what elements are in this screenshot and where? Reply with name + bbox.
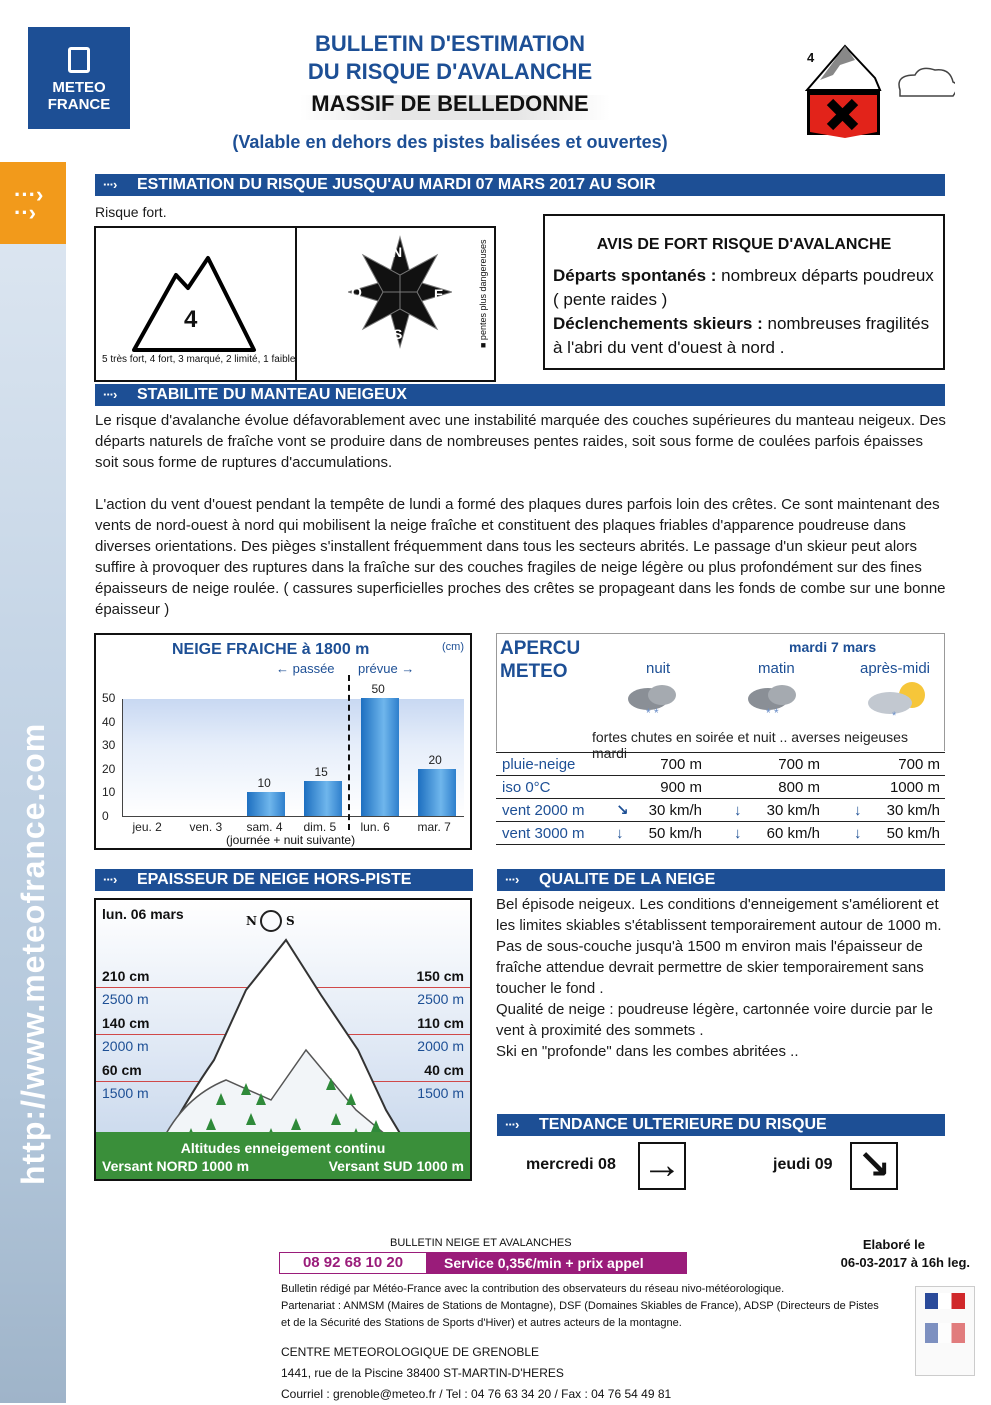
altitude-label: 2500 m <box>417 991 464 1007</box>
massif-name: MASSIF DE BELLEDONNE <box>311 91 589 116</box>
snow-depth-value: 150 cm <box>416 968 464 984</box>
trend-arrow-right-icon: → <box>638 1142 686 1190</box>
x-tick-label: mar. 7 <box>417 820 451 834</box>
sidebar-orange-tab <box>0 162 66 244</box>
arrow-dots-icon: ···› ··› <box>14 182 44 225</box>
bar-5 <box>418 769 456 816</box>
logo-text-2: FRANCE <box>47 96 111 113</box>
arrow-dots-icon: ···› <box>103 387 117 402</box>
weather-row <box>496 753 945 776</box>
altitude-label: 2000 m <box>417 1038 464 1054</box>
past-forecast-divider <box>348 675 350 830</box>
avis-line1: nombreux départs poudreux ( pente raides ) <box>553 266 934 309</box>
trend-day-2: jeudi 09 <box>773 1156 833 1173</box>
versant-nord: Versant NORD 1000 m <box>102 1158 250 1174</box>
arrow-dots-icon: ···› <box>505 872 519 887</box>
compass-n: N <box>392 244 403 260</box>
period-apres-midi: après-midi <box>860 660 931 677</box>
mountain-icon <box>126 250 266 360</box>
x-tick-label: sam. 4 <box>246 820 283 834</box>
avis-box <box>543 214 945 370</box>
validity-note: (Valable en dehors des pistes balisées et ouvertes) <box>232 132 668 152</box>
y-tick-label: 10 <box>102 785 116 800</box>
weather-row <box>496 822 945 845</box>
chart-unit: (cm) <box>442 641 464 653</box>
past-label: ← passée <box>276 661 335 676</box>
svg-text:* *: * * <box>766 706 779 720</box>
sun-cloud-snow-icon <box>864 677 936 721</box>
compass-e: E <box>434 286 444 302</box>
risk-summary: Risque fort. <box>95 204 167 220</box>
weather-date: mardi 7 mars <box>789 639 877 655</box>
data-label-4: 50 <box>371 682 385 696</box>
weather-title-2: METEO <box>500 661 568 682</box>
data-label-3: 15 <box>314 764 328 779</box>
made-on <box>780 1236 970 1272</box>
centre-address: 1441, rue de la Piscine 38400 ST-MARTIN-D'HERES <box>281 1366 564 1380</box>
trend-arrow-down-right-icon: ↘ <box>850 1142 898 1190</box>
snow-depth-value: 210 cm <box>102 968 150 984</box>
weather-table <box>496 752 945 845</box>
weather-row-label: vent 2000 m <box>502 802 585 819</box>
weather-description: fortes chutes en soirée et nuit .. averses neigeuses mardi <box>592 729 908 761</box>
wind-arrow-icon: ↓ <box>734 802 742 819</box>
period-matin: matin <box>758 660 795 677</box>
y-tick-label: 0 <box>102 809 109 823</box>
weather-row-value: 50 km/h <box>648 825 702 842</box>
credits-line-2: Partenariat : ANMSM (Maires de Stations de Montagne), DSF (Domaines Skiables de France), ADSP (Directeurs de Pistes et de la Sécurité des Stations de Sports d'Hiver) et autres acteurs de la montagne. <box>281 1300 879 1329</box>
avis-line2: nombreuses fragilités à l'abri du vent d'ouest à nord . <box>553 314 930 357</box>
section-depth-header: ···› EPAISSEUR DE NEIGE HORS-PISTE <box>95 869 473 891</box>
wind-arrow-icon: ↓ <box>854 802 862 819</box>
weather-row-label: vent 3000 m <box>502 825 585 842</box>
section-quality-header: ···› QUALITE DE LA NEIGE <box>497 869 945 891</box>
weather-row-value: 700 m <box>778 756 820 773</box>
slopes-legend: ■ pentes plus dangereuses <box>478 239 488 348</box>
y-tick-label: 40 <box>102 714 116 729</box>
section-stability-header: ···› STABILITE DU MANTEAU NEIGEUX <box>95 384 945 406</box>
compass-o: O <box>351 284 362 300</box>
bar-3 <box>304 781 342 816</box>
section-trend-header: ···› TENDANCE ULTERIEURE DU RISQUE <box>497 1114 945 1136</box>
weather-row-value: 30 km/h <box>648 802 702 819</box>
data-label-5: 20 <box>428 752 442 767</box>
svg-text:* *: * * <box>646 706 659 720</box>
avis-line1-bold: Départs spontanés : <box>553 266 717 285</box>
centre-contact[interactable]: Courriel : grenoble@meteo.fr / Tel : 04 76 63 34 20 / Fax : 04 76 54 49 81 <box>281 1387 672 1401</box>
made-date: 06-03-2017 à 16h leg. <box>840 1255 970 1270</box>
phone-banner[interactable] <box>279 1252 687 1274</box>
weather-row-value: 800 m <box>778 779 820 796</box>
forecast-label: prévue → <box>358 661 415 676</box>
risk-level-number: 4 <box>184 306 198 333</box>
weather-row-value: 1000 m <box>889 779 940 796</box>
weather-row <box>496 776 945 799</box>
weather-panel <box>496 633 945 851</box>
quality-para-3: Ski en "profonde" dans les combes abritées .. <box>496 1043 799 1060</box>
altitude-label: 1500 m <box>102 1085 149 1101</box>
weather-row-label: iso 0°C <box>502 779 551 796</box>
weather-row-value: 30 km/h <box>766 802 820 819</box>
chart-plot-area <box>122 682 464 817</box>
altitude-label: 1500 m <box>417 1085 464 1101</box>
weather-row-label: pluie-neige <box>502 756 576 773</box>
fresh-snow-chart <box>94 633 472 850</box>
ministry-logos <box>915 1286 975 1376</box>
weather-row-value: 50 km/h <box>886 825 940 842</box>
y-tick-label: 20 <box>102 761 116 776</box>
meteo-france-logo[interactable] <box>28 27 130 129</box>
y-tick-label: 50 <box>102 691 116 705</box>
weather-row-value: 30 km/h <box>886 802 940 819</box>
arrow-dots-icon: ···› <box>103 872 117 887</box>
avis-line2-bold: Déclenchements skieurs : <box>553 314 763 333</box>
wind-arrow-icon: ↓ <box>616 825 624 842</box>
mountain-illustration <box>96 900 470 1179</box>
wind-arrow-icon: ↘ <box>616 802 629 819</box>
chart-footnote: (journée + nuit suivante) <box>226 833 356 847</box>
centre-name: CENTRE METEOROLOGIQUE DE GRENOBLE <box>281 1345 540 1359</box>
depth-date: lun. 06 mars <box>102 906 184 922</box>
depth-compass-n: N <box>246 914 257 928</box>
snow-cloud-icon <box>744 681 804 721</box>
altitude-label: 2000 m <box>102 1038 149 1054</box>
altitude-label: 2500 m <box>102 991 149 1007</box>
weather-title-1: APERCU <box>500 638 581 659</box>
x-tick-label: jeu. 2 <box>132 820 162 834</box>
snow-cloud-icon <box>624 681 684 721</box>
section-risk-header: ···› ESTIMATION DU RISQUE JUSQU'AU MARDI 07 MARS 2017 AU SOIR <box>95 174 945 196</box>
versant-sud: Versant SUD 1000 m <box>328 1158 464 1174</box>
avis-title: AVIS DE FORT RISQUE D'AVALANCHE <box>596 236 892 253</box>
weather-row-value: 700 m <box>898 756 940 773</box>
title-line-1: BULLETIN D'ESTIMATION <box>314 31 586 56</box>
svg-text:*: * <box>892 710 897 721</box>
arrow-dots-icon: ···› <box>103 177 117 192</box>
stability-para-1: Le risque d'avalanche évolue défavorablement avec une instabilité marquée des couches supérieures du manteau neigeux. Des départs naturels de fraîche vont se produire dans de nombreuses pentes raides, soit sous forme de coulées parfois épaisses soit sous forme de ruptures d'accumulations. <box>95 412 946 471</box>
x-tick-label: lun. 6 <box>360 820 390 834</box>
bar-4 <box>361 698 399 816</box>
bulletin-label: BULLETIN NEIGE ET AVALANCHES <box>390 1237 572 1249</box>
credits <box>281 1281 881 1332</box>
snow-depth-diagram <box>94 898 472 1181</box>
snow-depth-value: 40 cm <box>424 1062 464 1078</box>
quality-para-1: Bel épisode neigeux. Les conditions d'enneigement s'améliorent et les limites skiables s'établissent temporairement autour de 1000 m. Pas de sous-couche jusqu'à 1500 m environ mais l'épaisseur de fraîche attendue devrait permettre de skier temporairement sans toucher le fond . <box>496 896 942 997</box>
weather-row-value: 700 m <box>660 756 702 773</box>
period-nuit: nuit <box>646 660 671 677</box>
service-price: Service 0,35€/min + prix appel <box>426 1253 686 1273</box>
footer-dots-icon: ··› <box>222 1298 248 1328</box>
snow-depth-value: 140 cm <box>102 1015 150 1031</box>
x-tick-label: ven. 3 <box>189 820 223 834</box>
bar-2 <box>247 792 285 816</box>
contact-block <box>281 1342 671 1405</box>
risk-level-icon <box>805 40 955 140</box>
weather-row-value: 60 km/h <box>766 825 820 842</box>
stability-para-2: L'action du vent d'ouest pendant la tempête de lundi a formé des plaques dures parfois loin des crêtes. Ce sont maintenant des vents de nord-ouest à nord qui mobilisent la neige fraîche et constituent des plaques friables d'apparence poudreuse dans diverses orientations. Des pièges s'installent fréquemment dans tous les secteurs abrités. Le passage d'un skieur peut alors suffire à provoquer des ruptures dans la fraîche sur des couches fragiles de neige légère ou plus profondément sur des fines épaisseurs de neige roulée. ( cassures superficielles proches des crêtes se propageant dans les fonds de combe sur une bonne épaisseur ) <box>95 496 946 618</box>
quality-para-2: Qualité de neige : poudreuse légère, cartonnée voire durcie par le vent à proximité des sommets . <box>496 1001 933 1039</box>
risk-icon-number: 4 <box>807 50 815 65</box>
chart-title: NEIGE FRAICHE à 1800 m <box>172 641 370 658</box>
weather-row <box>496 799 945 822</box>
made-label: Elaboré le <box>862 1237 925 1252</box>
compass-s: S <box>393 326 403 342</box>
x-tick-label: dim. 5 <box>303 820 337 834</box>
credits-line-1: Bulletin rédigé par Météo-France avec la contribution des observateurs du réseau nivo-météorologique. <box>281 1283 785 1295</box>
snow-depth-value: 110 cm <box>417 1015 464 1031</box>
continuous-title: Altitudes enneigement continu <box>180 1140 386 1156</box>
risk-diagram-box <box>94 226 496 382</box>
data-label-2: 10 <box>257 776 271 791</box>
weather-row-value: 900 m <box>660 779 702 796</box>
logo-text-1: METEO <box>52 79 106 96</box>
title-line-2: DU RISQUE D'AVALANCHE <box>307 59 593 84</box>
trend-day-1: mercredi 08 <box>526 1156 616 1173</box>
risk-scale: 5 très fort, 4 fort, 3 marqué, 2 limité, 1 faible <box>102 354 296 365</box>
wind-arrow-icon: ↓ <box>854 825 862 842</box>
wind-arrow-icon: ↓ <box>734 825 742 842</box>
snow-depth-value: 60 cm <box>102 1062 142 1078</box>
sidebar-url[interactable]: http://www.meteofrance.com <box>15 722 51 1185</box>
depth-compass-s: S <box>286 914 295 928</box>
logo-icon <box>68 47 90 73</box>
phone-number: 08 92 68 10 20 <box>280 1253 426 1273</box>
y-tick-label: 30 <box>102 738 116 753</box>
arrow-dots-icon: ···› <box>505 1117 519 1132</box>
